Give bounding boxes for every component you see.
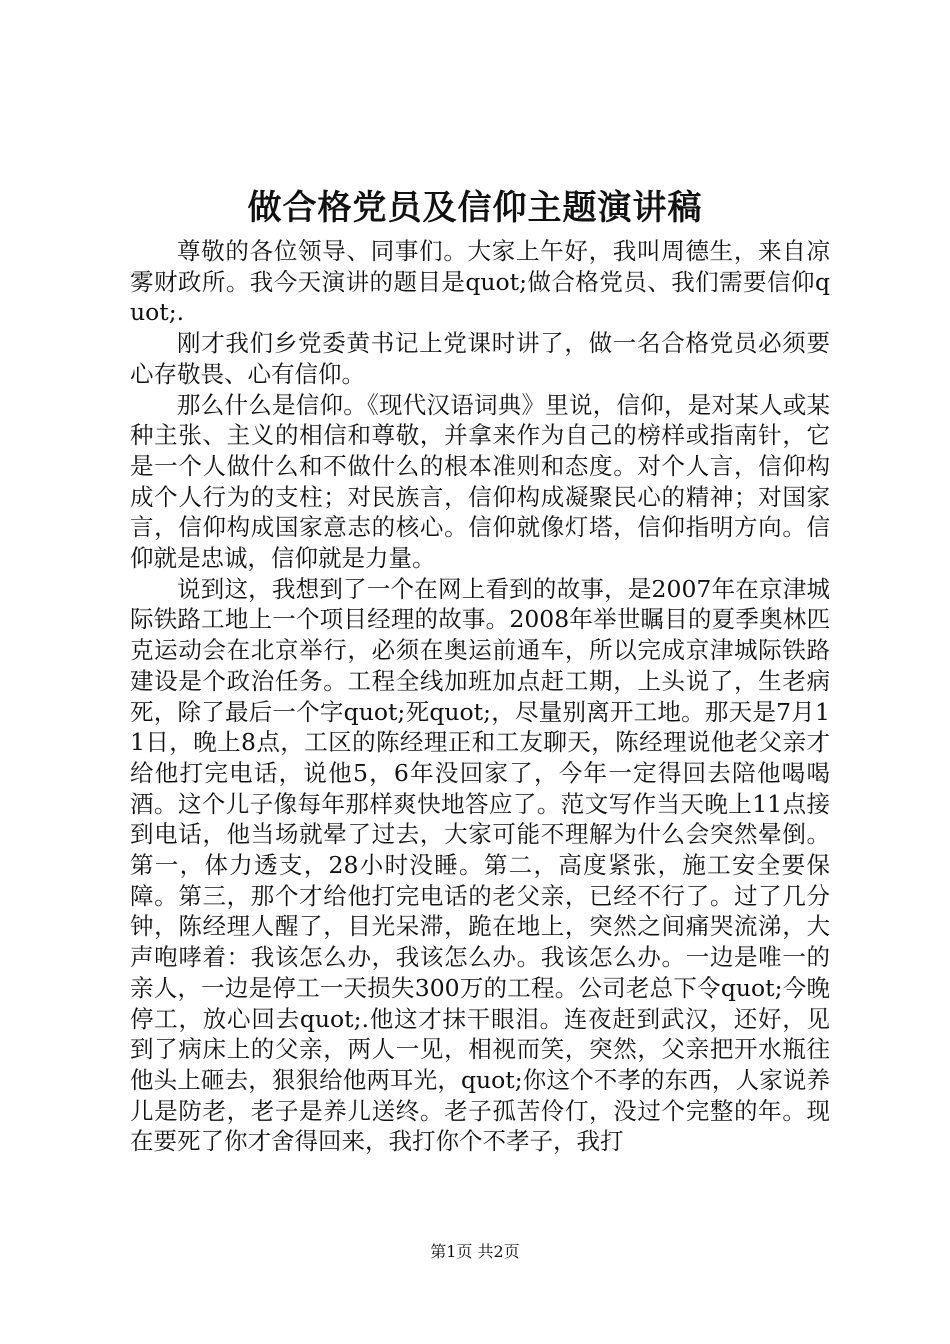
page-number-footer: 第1页 共2页 <box>430 1242 520 1261</box>
paragraph: 尊敬的各位领导、同事们。大家上午好，我叫周德生，来自凉雾财政所。我今天演讲的题目是quot;做合格党员、我们需要信仰quot;. <box>130 237 830 327</box>
document-body <box>130 236 830 1157</box>
paragraph: 那么什么是信仰。《现代汉语词典》里说，信仰，是对某人或某种主张、主义的相信和尊敬，并拿来作为自己的榜样或指南针，它是一个人做什么和不做什么的根本准则和态度。对个人言，信仰构成个人行为的支柱；对民族言，信仰构成凝聚民心的精神；对国家言，信仰构成国家意志的核心。信仰就像灯塔，信仰指明方向。信仰就是忠诚，信仰就是力量。 <box>130 390 830 573</box>
document-title: 做合格党员及信仰主题演讲稿 <box>247 188 703 228</box>
paragraph: 刚才我们乡党委黄书记上党课时讲了，做一名合格党员必须要心存敬畏、心有信仰。 <box>130 329 830 388</box>
paragraph: 说到这，我想到了一个在网上看到的故事，是2007年在京津城际铁路工地上一个项目经理的故事。2008年举世瞩目的夏季奥林匹克运动会在北京举行，必须在奥运前通车，所以完成京津城际铁路建设是个政治任务。工程全线加班加点赶工期，上头说了，生老病死，除了最后一个字quot;死quot;，尽量别离开工地。那天是7月11日，晚上8点，工区的陈经理正和工友聊天，陈经理说他老父亲才给他打完电话，说他5，6年没回家了，今年一定得回去陪他喝喝酒。这个儿子像每年那样爽快地答应了。范文写作当天晚上11点接到电话，他当场就晕了过去，大家可能不理解为什么会突然晕倒。第一，体力透支，28小时没睡。第二，高度紧张，施工安全要保障。第三，那个才给他打完电话的老父亲，已经不行了。过了几分钟，陈经理人醒了，目光呆滞，跪在地上，突然之间痛哭流涕，大声咆哮着：我该怎么办，我该怎么办。我该怎么办。一边是唯一的亲人，一边是停工一天损失300万的工程。公司老总下令quot;今晚停工，放心回去quot;.他这才抹干眼泪。连夜赶到武汉，还好，见到了病床上的父亲，两人一见，相视而笑，突然，父亲把开水瓶往他头上砸去，狠狠给他两耳光，quot;你这个不孝的东西，人家说养儿是防老，老子是养儿送终。老子孤苦伶仃，没过个完整的年。现在要死了你才舍得回来，我打你个不孝子，我打 <box>130 574 830 1156</box>
